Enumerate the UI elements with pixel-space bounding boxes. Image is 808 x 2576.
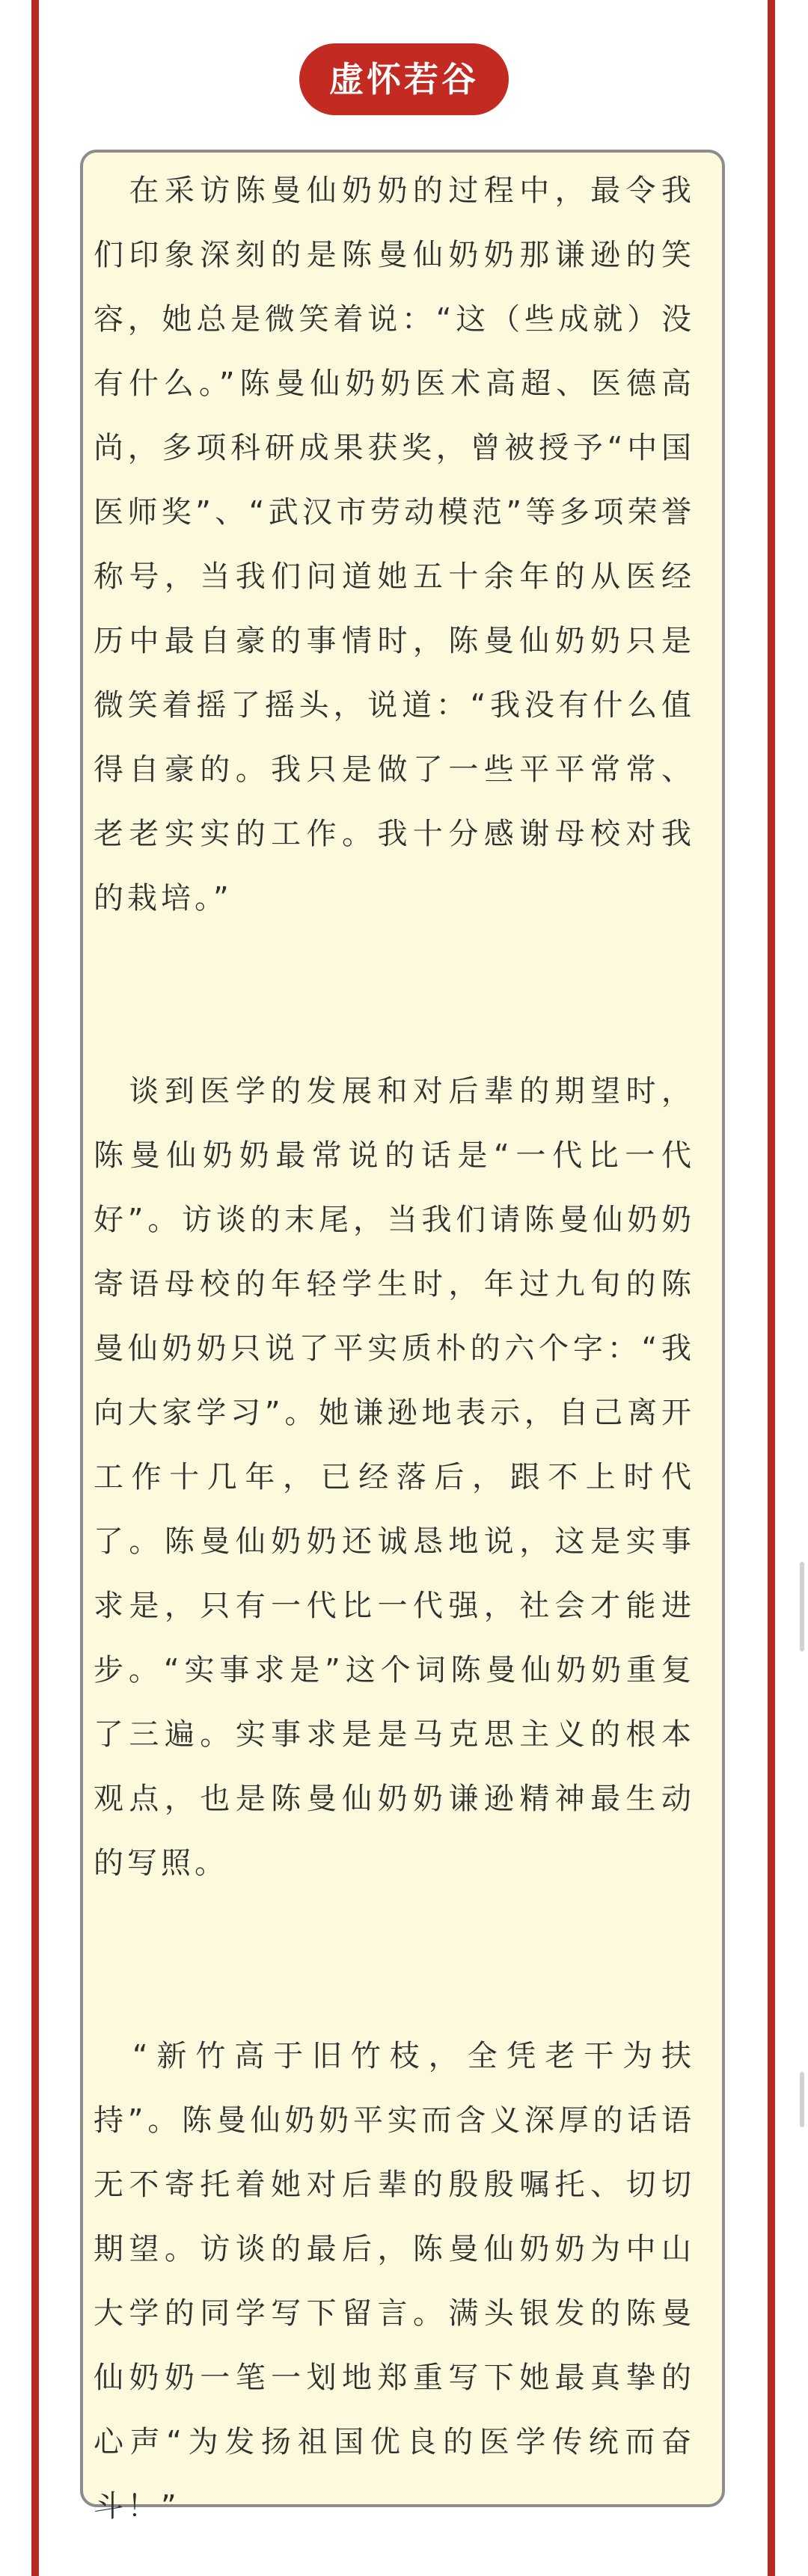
article-paragraph-2: 谈到医学的发展和对后辈的期望时，陈曼仙奶奶最常说的话是“一代比一代好”。访谈的末尾，当我们请陈曼仙奶奶寄语母校的年轻学生时，年过九旬的陈曼仙奶奶只说了平实质朴的六个字：“我向大家学习”。她谦逊地表示，自己离开工作十几年，已经落后，跟不上时代了。陈曼仙奶奶还诚恳地说，这是实事求是，只有一代比一代强，社会才能进步。“实事求是”这个词陈曼仙奶奶重复了三遍。实事求是是马克思主义的根本观点，也是陈曼仙奶奶谦逊精神最生动的写照。: [94, 1074, 695, 1880]
right-border-rail: [768, 0, 775, 2576]
scroll-indicator[interactable]: [800, 2072, 804, 2127]
paragraph-spacer: [94, 930, 695, 1059]
section-header: [0, 43, 808, 115]
left-border-rail: [31, 0, 39, 2576]
section-title-badge: 虚怀若谷: [299, 43, 509, 115]
article-paragraph-1: 在采访陈曼仙奶奶的过程中，最令我们印象深刻的是陈曼仙奶奶那谦逊的笑容，她总是微笑着说：“这（些成就）没有什么。”陈曼仙奶奶医术高超、医德高尚，多项科研成果获奖，曾被授予“中国医师奖”、“武汉市劳动模范”等多项荣誉称号，当我们问道她五十余年的从医经历中最自豪的事情时，陈曼仙奶奶只是微笑着摇了摇头，说道：“我没有什么值得自豪的。我只是做了一些平平常常、老老实实的工作。我十分感谢母校对我的栽培。”: [94, 174, 695, 916]
article-card: [80, 150, 725, 2524]
scroll-indicator[interactable]: [800, 1562, 804, 1652]
article-paragraph-3: “新竹高于旧竹枝，全凭老干为扶持”。陈曼仙奶奶平实而含义深厚的话语无不寄托着她对后辈的殷殷嘱托、切切期望。访谈的最后，陈曼仙奶奶为中山大学的同学写下留言。满头银发的陈曼仙奶奶一笔一划地郑重写下她最真挚的心声“为发扬祖国优良的医学传统而奋斗！”: [94, 2039, 695, 2524]
paragraph-spacer: [94, 1895, 695, 2024]
